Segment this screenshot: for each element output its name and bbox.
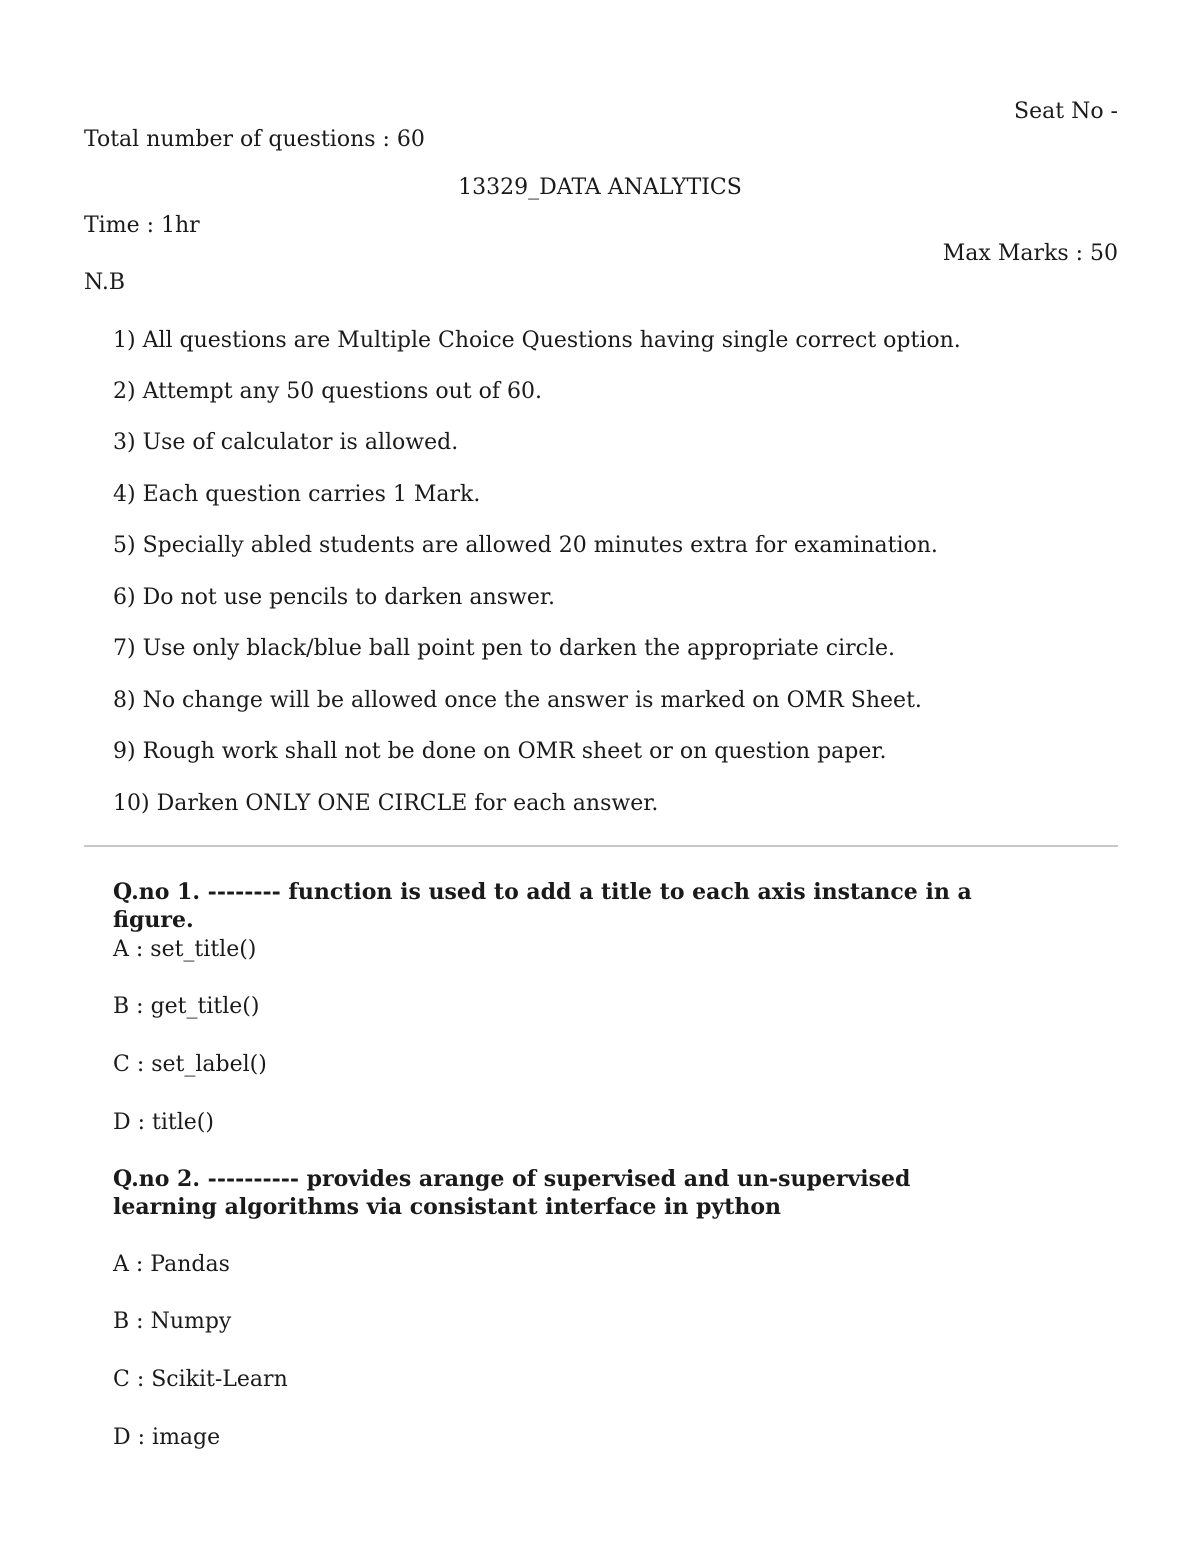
option-b: B : Numpy [113,1309,232,1334]
instruction-item: 9) Rough work shall not be done on OMR sheet or on question paper. [113,739,887,764]
option-c: C : Scikit-Learn [113,1367,288,1392]
exam-time: Time : 1hr [84,213,200,238]
option-c: C : set_label() [113,1052,267,1077]
option-a: A : set_title() [113,937,257,962]
option-a: A : Pandas [113,1252,230,1277]
instruction-item: 1) All questions are Multiple Choice Questions having single correct option. [113,328,961,353]
seat-number-label: Seat No - [1014,99,1118,124]
instruction-item: 2) Attempt any 50 questions out of 60. [113,379,542,404]
total-questions: Total number of questions : 60 [84,127,425,152]
section-divider [84,845,1118,847]
option-b: B : get_title() [113,994,260,1019]
instruction-item: 5) Specially abled students are allowed 20 minutes extra for examination. [113,533,938,558]
instruction-item: 3) Use of calculator is allowed. [113,430,459,455]
instruction-item: 6) Do not use pencils to darken answer. [113,585,555,610]
nb-heading: N.B [84,270,126,295]
paper-title: 13329_DATA ANALYTICS [458,175,742,200]
option-d: D : title() [113,1110,214,1135]
instruction-item: 10) Darken ONLY ONE CIRCLE for each answer. [113,791,659,816]
instruction-item: 8) No change will be allowed once the answer is marked on OMR Sheet. [113,688,922,713]
question-text: Q.no 2. ---------- provides arange of supervised and un-supervised learning algorithms via consistant interface in python [113,1166,911,1220]
instruction-item: 4) Each question carries 1 Mark. [113,482,481,507]
question-text: Q.no 1. -------- function is used to add a title to each axis instance in a figure. [113,879,972,933]
option-d: D : image [113,1425,221,1450]
max-marks: Max Marks : 50 [942,241,1118,266]
instruction-item: 7) Use only black/blue ball point pen to darken the appropriate circle. [113,636,896,661]
